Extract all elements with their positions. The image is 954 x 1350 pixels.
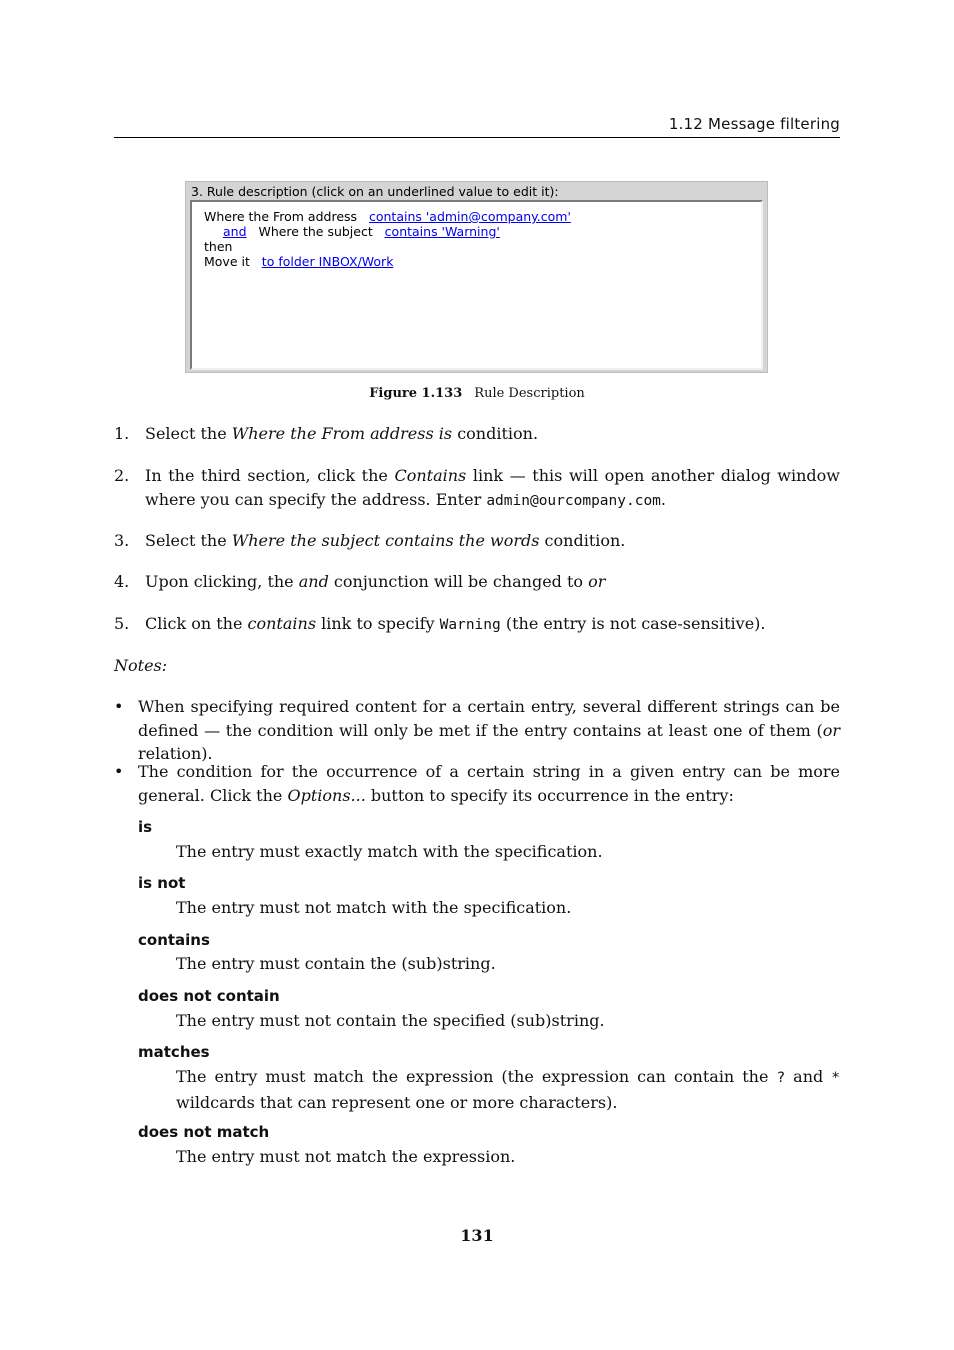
rule-text-move: Move it [204, 254, 250, 269]
bullet-text: The condition for the occurrence of a certain string in a given entry can be more general. Click the Options... button to specify its occurrence in the entry: [138, 762, 840, 805]
page-number: 131 [460, 1226, 494, 1245]
folder-link[interactable]: to folder INBOX/Work [261, 254, 394, 269]
step-number: 2. [114, 466, 130, 485]
step-number: 1. [114, 424, 130, 443]
figure-caption [0, 386, 954, 401]
step-text: Upon clicking, the and conjunction will be changed to or [145, 572, 606, 591]
rule-line-subject [223, 224, 500, 239]
caption-text: Rule Description [474, 386, 585, 401]
rule-description-box [190, 200, 763, 370]
term-does-not-contain: does not contain [138, 987, 280, 1005]
step-text: Select the Where the subject contains the words condition. [145, 531, 626, 550]
def-does-not-contain: The entry must not contain the specified (sub)string. [176, 1011, 605, 1030]
rule-line-move [204, 254, 393, 269]
bullet-dot: • [114, 697, 124, 716]
step-text: Select the Where the From address is condition. [145, 424, 539, 443]
email-code: admin@ourcompany.com [486, 492, 661, 509]
step-number: 4. [114, 572, 130, 591]
step-number: 3. [114, 531, 130, 550]
panel-title: 3. Rule description (click on an underlined value to edit it): [191, 184, 559, 199]
def-is-not: The entry must not match with the specification. [176, 898, 572, 917]
bullet-text: When specifying required content for a certain entry, several different strings can be defined — the condition will only be met if the entry contains at least one of them (or relation). [138, 697, 840, 763]
warning-code: Warning [439, 617, 501, 633]
def-contains: The entry must contain the (sub)string. [176, 954, 496, 973]
def-matches: The entry must match the expression (the expression can contain the ? and * wildcards that can represent one or more characters). [176, 1067, 841, 1112]
running-header [114, 115, 840, 138]
and-conjunction-link[interactable]: and [223, 224, 247, 239]
rule-line-from [204, 209, 571, 224]
term-does-not-match: does not match [138, 1123, 270, 1141]
wildcard-star: * [831, 1070, 841, 1086]
bullet-dot: • [114, 762, 124, 781]
step-text: Click on the contains link to specify Warning (the entry is not case-sensitive). [145, 614, 766, 633]
def-does-not-match: The entry must not match the expression. [176, 1147, 516, 1166]
term-is-not: is not [138, 874, 186, 892]
contains-warning-link[interactable]: contains 'Warning' [384, 224, 500, 239]
term-is: is [138, 818, 153, 836]
term-matches: matches [138, 1043, 210, 1061]
wildcard-question: ? [776, 1070, 786, 1086]
term-contains: contains [138, 931, 210, 949]
step-text: In the third section, click the Contains link — this will open another dialog window where you can specify the address. Enter admin@ourcompany.com. [145, 466, 840, 509]
contains-address-link[interactable]: contains 'admin@company.com' [368, 209, 571, 224]
rule-text-subject: Where the subject [258, 224, 373, 239]
section-title: 1.12 Message filtering [668, 115, 840, 133]
step-number: 5. [114, 614, 130, 633]
rule-line-then: then [204, 239, 233, 254]
notes-label: Notes: [114, 656, 168, 675]
caption-label: Figure 1.133 [369, 386, 463, 401]
def-is: The entry must exactly match with the specification. [176, 842, 603, 861]
rule-text-from: Where the From address [204, 209, 358, 224]
rule-description-panel [185, 181, 768, 373]
